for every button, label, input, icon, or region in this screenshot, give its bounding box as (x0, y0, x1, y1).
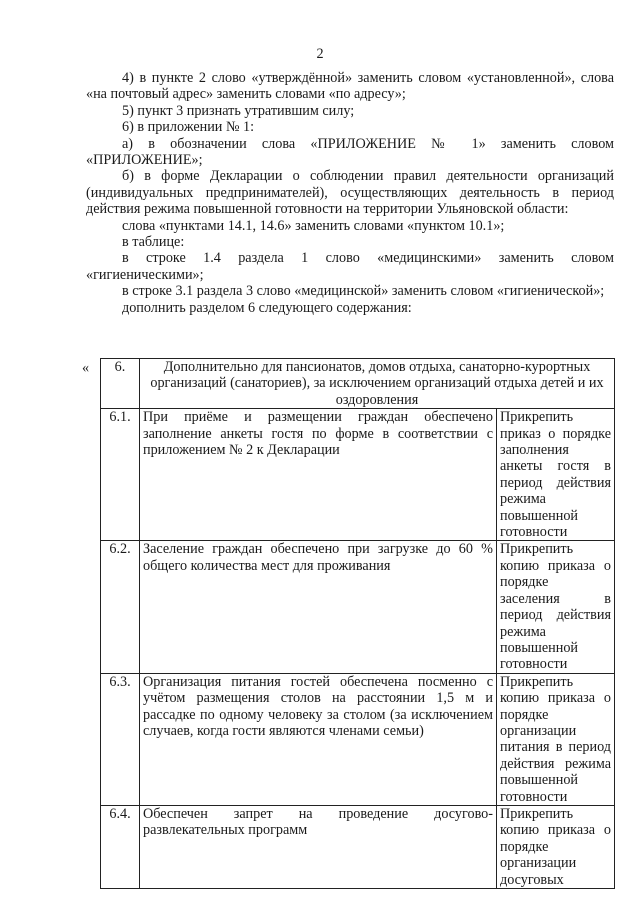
row-number: 6.2. (101, 541, 140, 673)
row-requirement: При приёме и размещении граждан обеспечено заполнение анкеты гостя по форме в соответствии с приложением № 2 к Декларации (140, 409, 497, 541)
row-requirement: Обеспечен запрет на проведение досугово-развлекательных программ (140, 805, 497, 888)
row-number: 6.1. (101, 409, 140, 541)
amendment-text (86, 70, 614, 316)
paragraph-in-table: в таблице: (122, 234, 185, 251)
row-note: Прикрепить копию приказа о порядке организации питания в период действия режима повышенной готовности (497, 673, 615, 805)
table-header-row (101, 359, 615, 409)
table-row (101, 673, 615, 805)
paragraph-item-6b: б) в форме Декларации о соблюдении правил деятельности организаций (индивидуальных предпринимателей), осуществляющих деятельность в период действия режима повышенной готовности на территории Ульяновской области: (86, 168, 614, 218)
table-row (101, 541, 615, 673)
paragraph-item-4: 4) в пункте 2 слово «утверждённой» заменить словом «установленной», слова «на почтовый адрес» заменить словами «по адресу»; (86, 70, 614, 103)
paragraph-row-1-4: в строке 1.4 раздела 1 слово «медицинскими» заменить словом «гигиеническими»; (86, 250, 614, 283)
row-note: Прикрепить копию приказа о порядке организации досуговых (497, 805, 615, 888)
section-title: Дополнительно для пансионатов, домов отдыха, санаторно-курортных организаций (санаториев), за исключением организаций отдыха детей и их оздоровления (140, 359, 615, 409)
section-number: 6. (101, 359, 140, 409)
row-note: Прикрепить приказ о порядке заполнения анкеты гостя в период действия режима повышенной готовности (497, 409, 615, 541)
table-row (101, 805, 615, 888)
paragraph-item-6: 6) в приложении № 1: (122, 119, 255, 136)
paragraph-item-5: 5) пункт 3 признать утратившим силу; (122, 102, 355, 119)
row-number: 6.4. (101, 805, 140, 888)
paragraph-row-3-1: в строке 3.1 раздела 3 слово «медицинской» заменить словом «гигиенической»; (122, 283, 605, 300)
page-number: 2 (316, 46, 324, 62)
paragraph-add-section: дополнить разделом 6 следующего содержания: (122, 299, 412, 316)
row-requirement: Организация питания гостей обеспечена посменно с учётом размещения столов на расстоянии 1,5 м и рассадке по одному человеку за столом (за исключением случаев, когда гости являются членами семьи) (140, 673, 497, 805)
opening-quote-mark: « (82, 360, 90, 376)
row-requirement: Заселение граждан обеспечено при загрузке до 60 % общего количества мест для проживания (140, 541, 497, 673)
row-number: 6.3. (101, 673, 140, 805)
paragraph-item-6a: а) в обозначении слова «ПРИЛОЖЕНИЕ № 1» заменить словом «ПРИЛОЖЕНИЕ»; (86, 135, 614, 169)
row-note: Прикрепить копию приказа о порядке заселения в период действия режима повышенной готовности (497, 541, 615, 673)
paragraph-replace-points: слова «пунктами 14.1, 14.6» заменить словами «пунктом 10.1»; (122, 217, 505, 234)
section-6-table (100, 358, 615, 889)
table-row (101, 409, 615, 541)
